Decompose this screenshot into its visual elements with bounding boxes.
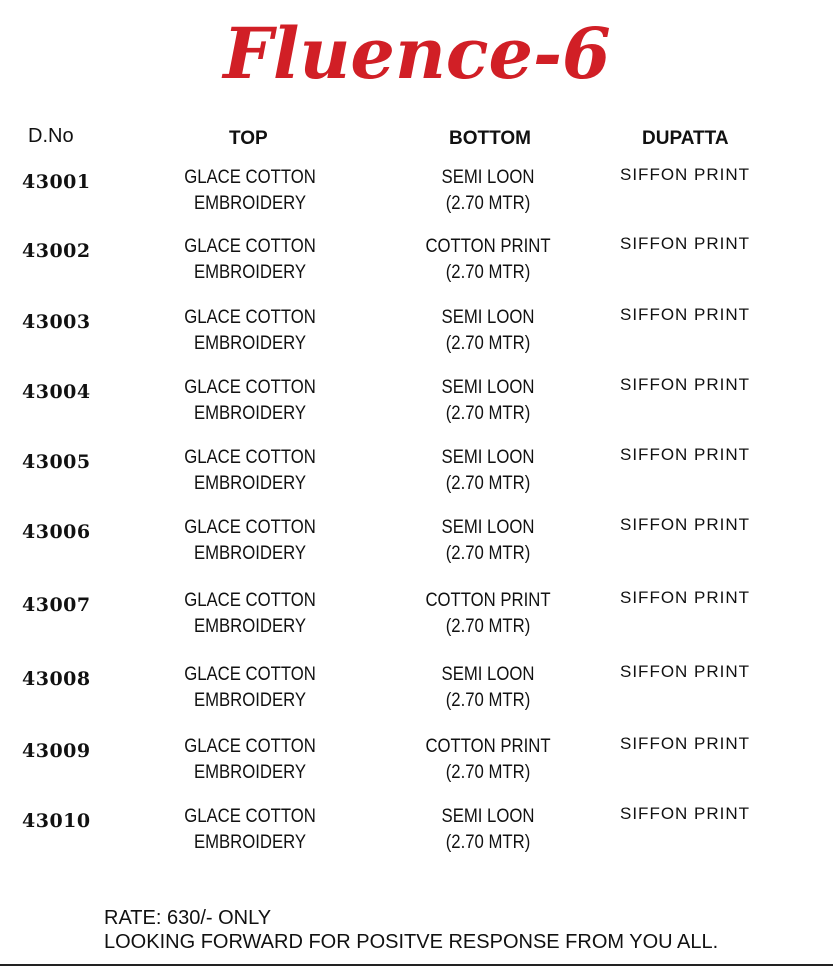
table-row [0,234,833,294]
dupatta-fabric: SIFFON PRINT [620,234,751,253]
bottom-fabric-line1: SEMI LOON [441,307,535,328]
bottom-fabric-line2: (2.70 MTR) [445,403,531,424]
bottom-fabric [388,305,588,357]
design-number: 43002 [22,240,91,262]
design-number: 43004 [22,381,91,403]
top-fabric-line2: EMBROIDERY [193,473,307,494]
design-number: 43001 [22,171,91,193]
table-row [0,662,833,722]
bottom-fabric [388,234,588,286]
table-row [0,734,833,794]
bottom-fabric [388,804,588,856]
bottom-fabric-line1: SEMI LOON [441,167,535,188]
header-bottom: BOTTOM [449,128,531,149]
brand-logo [0,0,833,100]
dupatta-fabric: SIFFON PRINT [620,375,751,394]
design-number: 43005 [22,451,91,473]
top-fabric-line1: GLACE COTTON [184,447,316,468]
header-dno: D.No [28,125,74,147]
bottom-fabric-line1: SEMI LOON [441,806,535,827]
top-fabric-line1: GLACE COTTON [184,736,316,757]
top-fabric [150,515,350,567]
top-fabric [150,445,350,497]
design-number: 43007 [22,594,91,616]
dupatta-fabric: SIFFON PRINT [620,515,751,534]
table-row [0,515,833,575]
top-fabric [150,662,350,714]
bottom-fabric [388,734,588,786]
top-fabric-line2: EMBROIDERY [193,690,307,711]
top-fabric-line1: GLACE COTTON [184,517,316,538]
top-fabric-line1: GLACE COTTON [184,377,316,398]
bottom-fabric-line2: (2.70 MTR) [445,262,531,283]
bottom-fabric-line1: COTTON PRINT [425,236,551,257]
bottom-divider [0,964,833,966]
design-number: 43010 [22,810,91,832]
dupatta-fabric: SIFFON PRINT [620,662,751,681]
dupatta-fabric: SIFFON PRINT [620,445,751,464]
dupatta-fabric: SIFFON PRINT [620,588,751,607]
top-fabric-line2: EMBROIDERY [193,616,307,637]
dupatta-fabric: SIFFON PRINT [620,305,751,324]
bottom-fabric-line1: SEMI LOON [441,664,535,685]
top-fabric-line1: GLACE COTTON [184,236,316,257]
top-fabric-line1: GLACE COTTON [184,806,316,827]
top-fabric-line1: GLACE COTTON [184,590,316,611]
bottom-fabric-line1: SEMI LOON [441,447,535,468]
bottom-fabric [388,375,588,427]
bottom-fabric-line1: COTTON PRINT [425,590,551,611]
top-fabric-line2: EMBROIDERY [193,193,307,214]
table-row [0,305,833,365]
top-fabric [150,234,350,286]
bottom-fabric [388,445,588,497]
top-fabric [150,305,350,357]
bottom-fabric [388,662,588,714]
bottom-fabric-line2: (2.70 MTR) [445,832,531,853]
design-number: 43008 [22,668,91,690]
bottom-fabric-line2: (2.70 MTR) [445,762,531,783]
bottom-fabric [388,588,588,640]
table-row [0,165,833,225]
table-row [0,445,833,505]
top-fabric [150,734,350,786]
header-top: TOP [229,128,268,149]
table-row [0,375,833,435]
bottom-fabric-line1: SEMI LOON [441,377,535,398]
top-fabric-line2: EMBROIDERY [193,262,307,283]
bottom-fabric-line2: (2.70 MTR) [445,543,531,564]
rate-text: RATE: 630/- ONLY [104,907,272,929]
bottom-fabric-line2: (2.70 MTR) [445,473,531,494]
bottom-fabric [388,165,588,217]
brand-logo-text: Fluence-6 [222,12,611,95]
top-fabric-line2: EMBROIDERY [193,832,307,853]
top-fabric-line2: EMBROIDERY [193,403,307,424]
top-fabric [150,165,350,217]
top-fabric [150,375,350,427]
bottom-fabric-line2: (2.70 MTR) [445,333,531,354]
top-fabric [150,588,350,640]
brand-logo-graphic [207,0,627,100]
top-fabric-line1: GLACE COTTON [184,307,316,328]
table-row [0,804,833,864]
top-fabric-line1: GLACE COTTON [184,167,316,188]
dupatta-fabric: SIFFON PRINT [620,804,751,823]
top-fabric [150,804,350,856]
table-row [0,588,833,648]
bottom-fabric-line1: SEMI LOON [441,517,535,538]
top-fabric-line2: EMBROIDERY [193,762,307,783]
design-number: 43003 [22,311,91,333]
bottom-fabric-line2: (2.70 MTR) [445,616,531,637]
dupatta-fabric: SIFFON PRINT [620,734,751,753]
design-number: 43009 [22,740,91,762]
top-fabric-line1: GLACE COTTON [184,664,316,685]
bottom-fabric-line2: (2.70 MTR) [445,690,531,711]
dupatta-fabric: SIFFON PRINT [620,165,751,184]
top-fabric-line2: EMBROIDERY [193,543,307,564]
design-number: 43006 [22,521,91,543]
bottom-fabric [388,515,588,567]
bottom-fabric-line2: (2.70 MTR) [445,193,531,214]
top-fabric-line2: EMBROIDERY [193,333,307,354]
footer [104,906,718,954]
header-dupatta: DUPATTA [642,128,729,149]
bottom-fabric-line1: COTTON PRINT [425,736,551,757]
response-message: LOOKING FORWARD FOR POSITVE RESPONSE FROM YOU ALL. [104,931,719,953]
